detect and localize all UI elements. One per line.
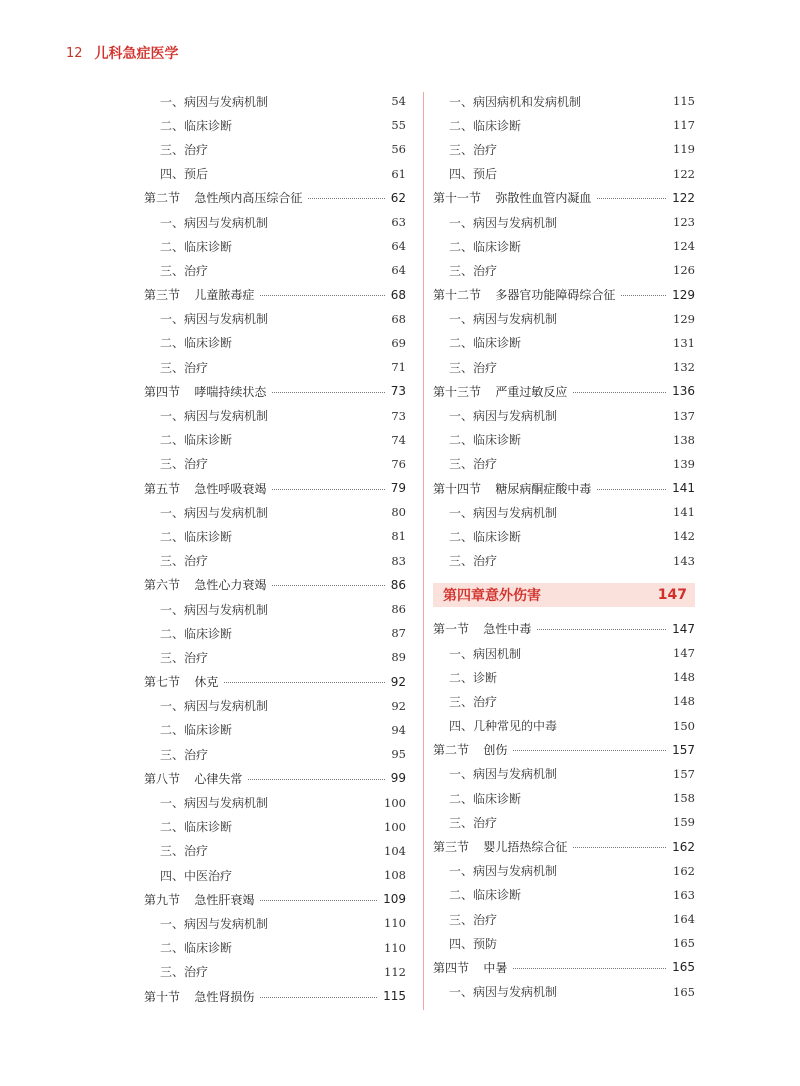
toc-subentry[interactable] bbox=[433, 524, 695, 548]
subentry-label: 三、治疗 bbox=[160, 360, 209, 375]
section-label bbox=[433, 959, 507, 976]
section-page-number: 62 bbox=[390, 190, 406, 205]
subentry-page-number: 61 bbox=[391, 166, 406, 181]
subentry-page-number: 92 bbox=[391, 698, 406, 713]
subentry-page-number: 104 bbox=[384, 843, 406, 858]
subentry-label: 一、病因与发病机制 bbox=[160, 602, 269, 617]
toc-section-entry[interactable] bbox=[144, 186, 406, 210]
toc-subentry[interactable] bbox=[433, 307, 695, 331]
subentry-page-number: 81 bbox=[391, 529, 406, 544]
subentry-label: 一、病因与发病机制 bbox=[160, 796, 269, 811]
section-title: 急性心力衰竭 bbox=[194, 578, 267, 593]
section-page-number: 73 bbox=[390, 384, 406, 399]
section-title: 休克 bbox=[194, 675, 219, 690]
column-divider bbox=[423, 92, 424, 1010]
section-title: 严重过敏反应 bbox=[495, 384, 568, 399]
page-number: 12 bbox=[66, 45, 83, 61]
subentry-label: 三、治疗 bbox=[160, 650, 209, 665]
toc-section-entry[interactable] bbox=[433, 834, 695, 858]
section-label bbox=[144, 891, 254, 908]
subentry-label: 一、病因与发病机制 bbox=[160, 699, 269, 714]
dot-leader bbox=[621, 295, 666, 296]
toc-section-entry[interactable] bbox=[144, 887, 406, 911]
dot-leader bbox=[308, 198, 384, 199]
section-title: 弥散性血管内凝血 bbox=[495, 191, 592, 206]
section-label bbox=[144, 576, 266, 593]
chapter-heading bbox=[443, 585, 541, 605]
subentry-label: 四、几种常见的中毒 bbox=[449, 719, 558, 734]
dot-leader bbox=[272, 585, 384, 586]
toc-subentry[interactable] bbox=[433, 883, 695, 907]
section-number: 第二节 bbox=[144, 191, 181, 206]
section-label bbox=[433, 286, 615, 303]
toc-subentry[interactable] bbox=[144, 742, 406, 766]
subentry-page-number: 143 bbox=[673, 553, 695, 568]
toc-chapter-heading[interactable] bbox=[433, 583, 695, 607]
section-page-number: 109 bbox=[383, 892, 406, 907]
subentry-label: 二、临床诊断 bbox=[160, 941, 233, 956]
dot-leader bbox=[513, 968, 666, 969]
subentry-page-number: 56 bbox=[391, 142, 406, 157]
subentry-page-number: 162 bbox=[673, 863, 695, 878]
subentry-page-number: 147 bbox=[673, 646, 695, 661]
toc-subentry[interactable] bbox=[144, 936, 406, 960]
subentry-label: 三、治疗 bbox=[449, 815, 498, 830]
toc-section-entry[interactable] bbox=[433, 955, 695, 979]
subentry-label: 一、病因与发病机制 bbox=[449, 864, 558, 879]
toc-subentry[interactable] bbox=[144, 428, 406, 452]
chapter-number: 第四章 bbox=[443, 587, 485, 604]
subentry-page-number: 150 bbox=[673, 718, 695, 733]
subentry-page-number: 87 bbox=[391, 626, 406, 641]
subentry-label: 三、治疗 bbox=[160, 844, 209, 859]
section-title: 急性中毒 bbox=[483, 622, 532, 637]
subentry-page-number: 139 bbox=[673, 456, 695, 471]
subentry-label: 三、治疗 bbox=[449, 457, 498, 472]
subentry-page-number: 119 bbox=[673, 142, 695, 157]
subentry-label: 一、病因与发病机制 bbox=[449, 409, 558, 424]
section-number: 第三节 bbox=[433, 840, 470, 855]
subentry-label: 三、治疗 bbox=[449, 554, 498, 569]
subentry-page-number: 126 bbox=[673, 263, 695, 278]
section-page-number: 92 bbox=[390, 674, 406, 689]
subentry-label: 二、临床诊断 bbox=[449, 791, 522, 806]
subentry-label: 三、治疗 bbox=[449, 263, 498, 278]
section-number: 第十一节 bbox=[433, 191, 482, 206]
section-page-number: 99 bbox=[390, 771, 406, 786]
section-number: 第十四节 bbox=[433, 481, 482, 496]
subentry-page-number: 71 bbox=[391, 360, 406, 375]
subentry-label: 二、临床诊断 bbox=[160, 118, 233, 133]
toc-subentry[interactable] bbox=[433, 859, 695, 883]
subentry-label: 一、病因与发病机制 bbox=[449, 215, 558, 230]
running-header bbox=[66, 43, 179, 63]
subentry-label: 二、临床诊断 bbox=[160, 529, 233, 544]
toc-subentry[interactable] bbox=[144, 210, 406, 234]
subentry-page-number: 158 bbox=[673, 791, 695, 806]
section-number: 第四节 bbox=[433, 960, 470, 975]
subentry-page-number: 159 bbox=[673, 815, 695, 830]
subentry-label: 二、临床诊断 bbox=[160, 626, 233, 641]
toc-subentry[interactable] bbox=[144, 162, 406, 186]
subentry-page-number: 132 bbox=[673, 360, 695, 375]
section-page-number: 122 bbox=[672, 190, 695, 205]
toc-subentry[interactable] bbox=[433, 162, 695, 186]
subentry-label: 二、临床诊断 bbox=[160, 723, 233, 738]
toc-subentry[interactable] bbox=[144, 839, 406, 863]
toc-subentry[interactable] bbox=[144, 549, 406, 573]
subentry-label: 三、治疗 bbox=[449, 360, 498, 375]
toc-subentry[interactable] bbox=[144, 524, 406, 548]
subentry-page-number: 68 bbox=[391, 311, 406, 326]
subentry-label: 四、中医治疗 bbox=[160, 868, 233, 883]
section-label bbox=[433, 189, 591, 206]
section-label bbox=[144, 286, 254, 303]
subentry-page-number: 55 bbox=[391, 118, 406, 133]
section-page-number: 129 bbox=[672, 287, 695, 302]
toc-section-entry[interactable] bbox=[144, 379, 406, 403]
subentry-page-number: 108 bbox=[384, 868, 406, 883]
dot-leader bbox=[573, 392, 666, 393]
toc-subentry[interactable] bbox=[144, 234, 406, 258]
dot-leader bbox=[272, 489, 384, 490]
subentry-label: 二、临床诊断 bbox=[160, 820, 233, 835]
subentry-label: 一、病因与发病机制 bbox=[449, 985, 558, 1000]
section-page-number: 157 bbox=[672, 742, 695, 757]
subentry-page-number: 163 bbox=[673, 887, 695, 902]
section-page-number: 147 bbox=[672, 621, 695, 636]
section-label bbox=[144, 988, 254, 1005]
toc-subentry[interactable] bbox=[144, 258, 406, 282]
toc-subentry[interactable] bbox=[433, 452, 695, 476]
chapter-title: 意外伤害 bbox=[485, 587, 541, 604]
subentry-label: 一、病因与发病机制 bbox=[160, 215, 269, 230]
section-title: 婴儿捂热综合征 bbox=[483, 840, 568, 855]
subentry-page-number: 63 bbox=[391, 215, 406, 230]
subentry-label: 二、临床诊断 bbox=[449, 336, 522, 351]
toc-section-entry[interactable] bbox=[144, 984, 406, 1008]
subentry-page-number: 124 bbox=[673, 239, 695, 254]
toc-subentry[interactable] bbox=[144, 500, 406, 524]
subentry-page-number: 64 bbox=[391, 239, 406, 254]
toc-subentry[interactable] bbox=[433, 403, 695, 427]
subentry-label: 三、治疗 bbox=[160, 554, 209, 569]
toc-subentry[interactable] bbox=[433, 137, 695, 161]
toc-subentry[interactable] bbox=[144, 621, 406, 645]
chapter-page-number: 147 bbox=[657, 586, 687, 603]
toc-subentry[interactable] bbox=[433, 786, 695, 810]
subentry-page-number: 148 bbox=[673, 694, 695, 709]
subentry-page-number: 165 bbox=[673, 984, 695, 999]
subentry-label: 三、治疗 bbox=[449, 694, 498, 709]
section-number: 第十节 bbox=[144, 989, 181, 1004]
subentry-label: 三、治疗 bbox=[160, 747, 209, 762]
section-label bbox=[433, 741, 507, 758]
toc-subentry[interactable] bbox=[144, 960, 406, 984]
dot-leader bbox=[537, 629, 666, 630]
toc-subentry[interactable] bbox=[144, 355, 406, 379]
subentry-label: 一、病因与发病机制 bbox=[160, 916, 269, 931]
subentry-page-number: 76 bbox=[391, 456, 406, 471]
section-page-number: 136 bbox=[672, 384, 695, 399]
section-number: 第八节 bbox=[144, 771, 181, 786]
toc-subentry[interactable] bbox=[144, 307, 406, 331]
toc-subentry[interactable] bbox=[144, 863, 406, 887]
toc-subentry[interactable] bbox=[144, 403, 406, 427]
toc-subentry[interactable] bbox=[433, 500, 695, 524]
toc-subentry[interactable] bbox=[433, 89, 695, 113]
section-number: 第七节 bbox=[144, 675, 181, 690]
dot-leader bbox=[260, 997, 377, 998]
dot-leader bbox=[260, 900, 377, 901]
toc-section-entry[interactable] bbox=[433, 186, 695, 210]
subentry-page-number: 110 bbox=[384, 916, 406, 931]
subentry-label: 一、病因与发病机制 bbox=[160, 505, 269, 520]
toc-section-entry[interactable] bbox=[144, 476, 406, 500]
section-title: 急性肝衰竭 bbox=[194, 892, 255, 907]
subentry-page-number: 100 bbox=[384, 795, 406, 810]
toc-subentry[interactable] bbox=[433, 689, 695, 713]
subentry-page-number: 157 bbox=[673, 766, 695, 781]
section-page-number: 86 bbox=[390, 577, 406, 592]
toc-subentry[interactable] bbox=[433, 258, 695, 282]
section-number: 第九节 bbox=[144, 892, 181, 907]
section-page-number: 115 bbox=[383, 989, 406, 1004]
subentry-label: 一、病因与发病机制 bbox=[449, 312, 558, 327]
toc-subentry[interactable] bbox=[144, 790, 406, 814]
subentry-page-number: 73 bbox=[391, 408, 406, 423]
toc-subentry[interactable] bbox=[144, 137, 406, 161]
subentry-page-number: 64 bbox=[391, 263, 406, 278]
toc-subentry[interactable] bbox=[144, 113, 406, 137]
subentry-label: 四、预后 bbox=[160, 167, 209, 182]
toc-subentry[interactable] bbox=[144, 718, 406, 742]
section-page-number: 68 bbox=[390, 287, 406, 302]
section-number: 第六节 bbox=[144, 578, 181, 593]
section-number: 第四节 bbox=[144, 384, 181, 399]
subentry-label: 二、临床诊断 bbox=[449, 888, 522, 903]
toc-subentry[interactable] bbox=[144, 645, 406, 669]
subentry-page-number: 110 bbox=[384, 940, 406, 955]
section-label bbox=[144, 673, 218, 690]
toc-subentry[interactable] bbox=[144, 331, 406, 355]
section-title: 创伤 bbox=[483, 743, 508, 758]
section-title: 儿童脓毒症 bbox=[194, 288, 255, 303]
toc-left-column bbox=[144, 89, 406, 1008]
section-number: 第五节 bbox=[144, 481, 181, 496]
subentry-label: 二、临床诊断 bbox=[160, 239, 233, 254]
section-label bbox=[433, 383, 567, 400]
section-label bbox=[144, 189, 302, 206]
subentry-page-number: 115 bbox=[673, 94, 695, 109]
section-title: 急性呼吸衰竭 bbox=[194, 481, 267, 496]
toc-subentry[interactable] bbox=[144, 911, 406, 935]
section-title: 哮喘持续状态 bbox=[194, 384, 267, 399]
toc-subentry[interactable] bbox=[433, 549, 695, 573]
subentry-page-number: 54 bbox=[391, 94, 406, 109]
subentry-page-number: 129 bbox=[673, 311, 695, 326]
toc-subentry[interactable] bbox=[144, 815, 406, 839]
subentry-label: 二、临床诊断 bbox=[160, 336, 233, 351]
toc-subentry[interactable] bbox=[433, 762, 695, 786]
subentry-label: 四、预后 bbox=[449, 167, 498, 182]
subentry-page-number: 100 bbox=[384, 819, 406, 834]
toc-subentry[interactable] bbox=[433, 907, 695, 931]
subentry-label: 三、治疗 bbox=[160, 142, 209, 157]
subentry-page-number: 148 bbox=[673, 670, 695, 685]
subentry-label: 一、病因机制 bbox=[449, 646, 522, 661]
section-title: 心律失常 bbox=[194, 771, 243, 786]
subentry-page-number: 94 bbox=[391, 722, 406, 737]
subentry-page-number: 141 bbox=[673, 505, 695, 520]
subentry-page-number: 74 bbox=[391, 432, 406, 447]
section-label bbox=[433, 838, 567, 855]
toc-subentry[interactable] bbox=[433, 234, 695, 258]
dot-leader bbox=[272, 392, 384, 393]
subentry-label: 二、临床诊断 bbox=[160, 433, 233, 448]
toc-section-entry[interactable] bbox=[144, 283, 406, 307]
subentry-label: 一、病因与发病机制 bbox=[449, 505, 558, 520]
subentry-page-number: 131 bbox=[673, 335, 695, 350]
subentry-page-number: 112 bbox=[384, 964, 406, 979]
toc-subentry[interactable] bbox=[433, 931, 695, 955]
subentry-label: 一、病因与发病机制 bbox=[449, 767, 558, 782]
section-label bbox=[144, 770, 242, 787]
toc-subentry[interactable] bbox=[433, 210, 695, 234]
subentry-label: 一、病因与发病机制 bbox=[160, 312, 269, 327]
subentry-page-number: 142 bbox=[673, 529, 695, 544]
subentry-page-number: 80 bbox=[391, 505, 406, 520]
subentry-page-number: 138 bbox=[673, 432, 695, 447]
toc-subentry[interactable] bbox=[433, 113, 695, 137]
dot-leader bbox=[260, 295, 384, 296]
subentry-label: 一、病因病机和发病机制 bbox=[449, 94, 582, 109]
book-title: 儿科急症医学 bbox=[94, 46, 179, 62]
subentry-label: 二、临床诊断 bbox=[449, 529, 522, 544]
section-number: 第一节 bbox=[433, 622, 470, 637]
subentry-label: 一、病因与发病机制 bbox=[160, 94, 269, 109]
subentry-page-number: 122 bbox=[673, 166, 695, 181]
subentry-page-number: 83 bbox=[391, 553, 406, 568]
dot-leader bbox=[597, 489, 666, 490]
toc-section-entry[interactable] bbox=[433, 379, 695, 403]
section-number: 第二节 bbox=[433, 743, 470, 758]
subentry-label: 三、治疗 bbox=[160, 965, 209, 980]
toc-subentry[interactable] bbox=[433, 810, 695, 834]
toc-section-entry[interactable] bbox=[433, 476, 695, 500]
toc-subentry[interactable] bbox=[144, 597, 406, 621]
section-label bbox=[433, 480, 591, 497]
dot-leader bbox=[513, 750, 666, 751]
toc-subentry[interactable] bbox=[433, 331, 695, 355]
toc-subentry[interactable] bbox=[433, 980, 695, 1004]
section-title: 中暑 bbox=[483, 960, 508, 975]
subentry-label: 三、治疗 bbox=[449, 912, 498, 927]
subentry-label: 一、病因与发病机制 bbox=[160, 409, 269, 424]
section-label bbox=[144, 480, 266, 497]
subentry-page-number: 137 bbox=[673, 408, 695, 423]
toc-subentry[interactable] bbox=[144, 89, 406, 113]
section-label bbox=[433, 620, 531, 637]
subentry-label: 三、治疗 bbox=[449, 142, 498, 157]
subentry-page-number: 69 bbox=[391, 335, 406, 350]
subentry-page-number: 117 bbox=[673, 118, 695, 133]
toc-section-entry[interactable] bbox=[433, 617, 695, 641]
section-number: 第十三节 bbox=[433, 384, 482, 399]
subentry-page-number: 89 bbox=[391, 650, 406, 665]
toc-subentry[interactable] bbox=[144, 452, 406, 476]
toc-subentry[interactable] bbox=[144, 694, 406, 718]
dot-leader bbox=[224, 682, 384, 683]
subentry-page-number: 86 bbox=[391, 602, 406, 617]
section-page-number: 79 bbox=[390, 481, 406, 496]
subentry-label: 三、治疗 bbox=[160, 457, 209, 472]
subentry-label: 四、预防 bbox=[449, 936, 498, 951]
subentry-label: 二、临床诊断 bbox=[449, 239, 522, 254]
section-page-number: 162 bbox=[672, 839, 695, 854]
section-page-number: 165 bbox=[672, 960, 695, 975]
toc-section-entry[interactable] bbox=[144, 766, 406, 790]
toc-section-entry[interactable] bbox=[144, 573, 406, 597]
subentry-page-number: 164 bbox=[673, 912, 695, 927]
section-label bbox=[144, 383, 266, 400]
subentry-label: 三、治疗 bbox=[160, 263, 209, 278]
section-title: 急性颅内高压综合征 bbox=[194, 191, 303, 206]
subentry-label: 二、诊断 bbox=[449, 670, 498, 685]
subentry-page-number: 95 bbox=[391, 747, 406, 762]
dot-leader bbox=[573, 847, 666, 848]
section-number: 第三节 bbox=[144, 288, 181, 303]
toc-section-entry[interactable] bbox=[433, 283, 695, 307]
subentry-label: 二、临床诊断 bbox=[449, 433, 522, 448]
toc-section-entry[interactable] bbox=[433, 738, 695, 762]
subentry-label: 二、临床诊断 bbox=[449, 118, 522, 133]
toc-subentry[interactable] bbox=[433, 714, 695, 738]
section-title: 多器官功能障碍综合征 bbox=[495, 288, 616, 303]
toc-subentry[interactable] bbox=[433, 428, 695, 452]
section-number: 第十二节 bbox=[433, 288, 482, 303]
dot-leader bbox=[597, 198, 666, 199]
dot-leader bbox=[248, 779, 384, 780]
section-page-number: 141 bbox=[672, 481, 695, 496]
section-title: 急性肾损伤 bbox=[194, 989, 255, 1004]
toc-section-entry[interactable] bbox=[144, 670, 406, 694]
subentry-page-number: 165 bbox=[673, 936, 695, 951]
toc-subentry[interactable] bbox=[433, 355, 695, 379]
toc-right-column bbox=[433, 89, 695, 1004]
section-title: 糖尿病酮症酸中毒 bbox=[495, 481, 592, 496]
subentry-page-number: 123 bbox=[673, 215, 695, 230]
toc-subentry[interactable] bbox=[433, 641, 695, 665]
toc-subentry[interactable] bbox=[433, 665, 695, 689]
